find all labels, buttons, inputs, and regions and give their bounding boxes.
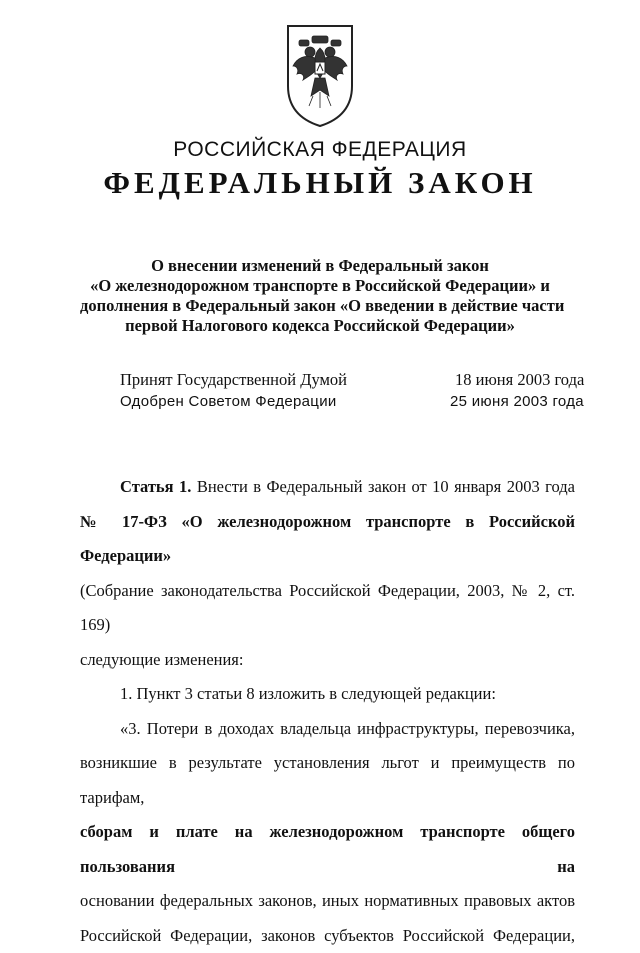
law-title <box>80 256 560 336</box>
country-name: РОССИЙСКАЯ ФЕДЕРАЦИЯ <box>0 138 640 162</box>
quote-line: возникшие в результате установления льгот и преимуществ по тарифам, <box>80 746 575 815</box>
article-1-line: (Собрание законодательства Российской Федерации, 2003, № 2, ст. 169) <box>80 574 575 643</box>
duma-adoption-date: 18 июня 2003 года <box>455 370 584 390</box>
council-approval-date: 25 июня 2003 года <box>450 393 584 410</box>
article-1 <box>80 470 575 953</box>
law-title-line: «О железнодорожном транспорте в Российской Федерации» и <box>80 276 560 296</box>
article-1-item: 1. Пункт 3 статьи 8 изложить в следующей редакции: <box>80 677 575 712</box>
document-type-heading: ФЕДЕРАЛЬНЫЙ ЗАКОН <box>0 165 640 201</box>
quote-line: сборам и плате на железнодорожном транспорте общего пользования на <box>80 815 575 884</box>
coat-of-arms-emblem-icon <box>285 24 355 128</box>
article-1-line <box>80 470 575 505</box>
council-approval-label: Одобрен Советом Федерации <box>120 393 337 410</box>
quote-line: «3. Потери в доходах владельца инфраструктуры, перевозчика, <box>80 712 575 747</box>
article-1-line: № 17-ФЗ «О железнодорожном транспорте в Российской Федерации» <box>80 505 575 574</box>
duma-adoption-label: Принят Государственной Думой <box>120 370 347 390</box>
law-title-line: дополнения в Федеральный закон «О введении в действие части <box>80 296 560 316</box>
law-title-line: О внесении изменений в Федеральный закон <box>80 256 560 276</box>
article-1-text: Внести в Федеральный закон от 10 января 2003 года <box>197 477 575 496</box>
quote-line: Российской Федерации, законов субъектов Российской Федерации, <box>80 919 575 953</box>
law-title-line: первой Налогового кодекса Российской Федерации» <box>80 316 560 336</box>
quote-line: основании федеральных законов, иных нормативных правовых актов <box>80 884 575 919</box>
article-1-heading: Статья 1. <box>120 477 191 496</box>
article-1-line: следующие изменения: <box>80 643 575 678</box>
